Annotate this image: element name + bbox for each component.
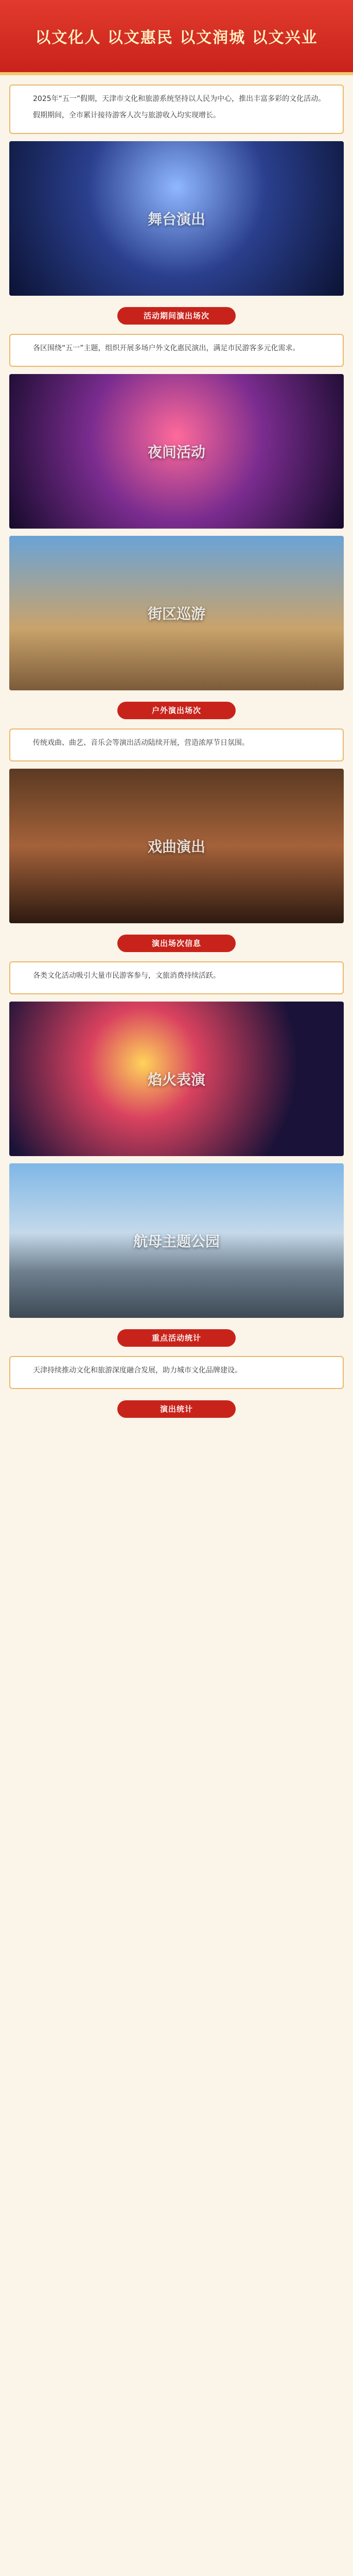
section-block	[9, 334, 344, 367]
section-title: 演出统计	[117, 1400, 236, 1418]
photo-night	[9, 374, 344, 529]
section-title: 户外演出场次	[117, 702, 236, 719]
intro-paragraph-2: 假期期间，全市累计接待游客人次与旅游收入均实现增长。	[33, 111, 220, 120]
photo-label: 舞台演出	[147, 211, 206, 228]
section-paragraph: 各区围绕“五一”主题，组织开展多场户外文化惠民演出，满足市民游客多元化需求。	[33, 344, 300, 352]
section-title: 重点活动统计	[117, 1329, 236, 1347]
photo-fireworks	[9, 1002, 344, 1156]
photo-label: 航母主题公园	[133, 1233, 220, 1250]
page-title: 以文化人 以文惠民 以文润城 以文兴业	[35, 29, 318, 47]
photo-label: 戏曲演出	[147, 838, 206, 855]
section-block	[9, 961, 344, 994]
section-block	[9, 1356, 344, 1389]
section-title: 活动期间演出场次	[117, 307, 236, 325]
intro-block	[9, 84, 344, 134]
section-block	[9, 728, 344, 761]
photo-street	[9, 536, 344, 690]
section-title: 演出场次信息	[117, 935, 236, 952]
section-paragraph: 天津持续推动文化和旅游深度融合发展，助力城市文化品牌建设。	[33, 1366, 242, 1375]
photo-label: 夜间活动	[147, 444, 206, 461]
photo-opera	[9, 769, 344, 923]
photo-label: 街区巡游	[147, 605, 206, 622]
photo-stage	[9, 141, 344, 296]
intro-paragraph-1: 2025年“五一”假期，天津市文化和旅游系统坚持以人民为中心，推出丰富多彩的文化活动。	[33, 95, 326, 103]
photo-label: 焰火表演	[147, 1071, 206, 1088]
section-paragraph: 传统戏曲、曲艺、音乐会等演出活动陆续开展，营造浓厚节日氛围。	[33, 739, 249, 747]
section-paragraph: 各类文化活动吸引大量市民游客参与，文旅消费持续活跃。	[33, 972, 220, 980]
photo-carrier	[9, 1163, 344, 1318]
header-banner	[0, 0, 353, 75]
footer-space	[0, 1418, 353, 1438]
